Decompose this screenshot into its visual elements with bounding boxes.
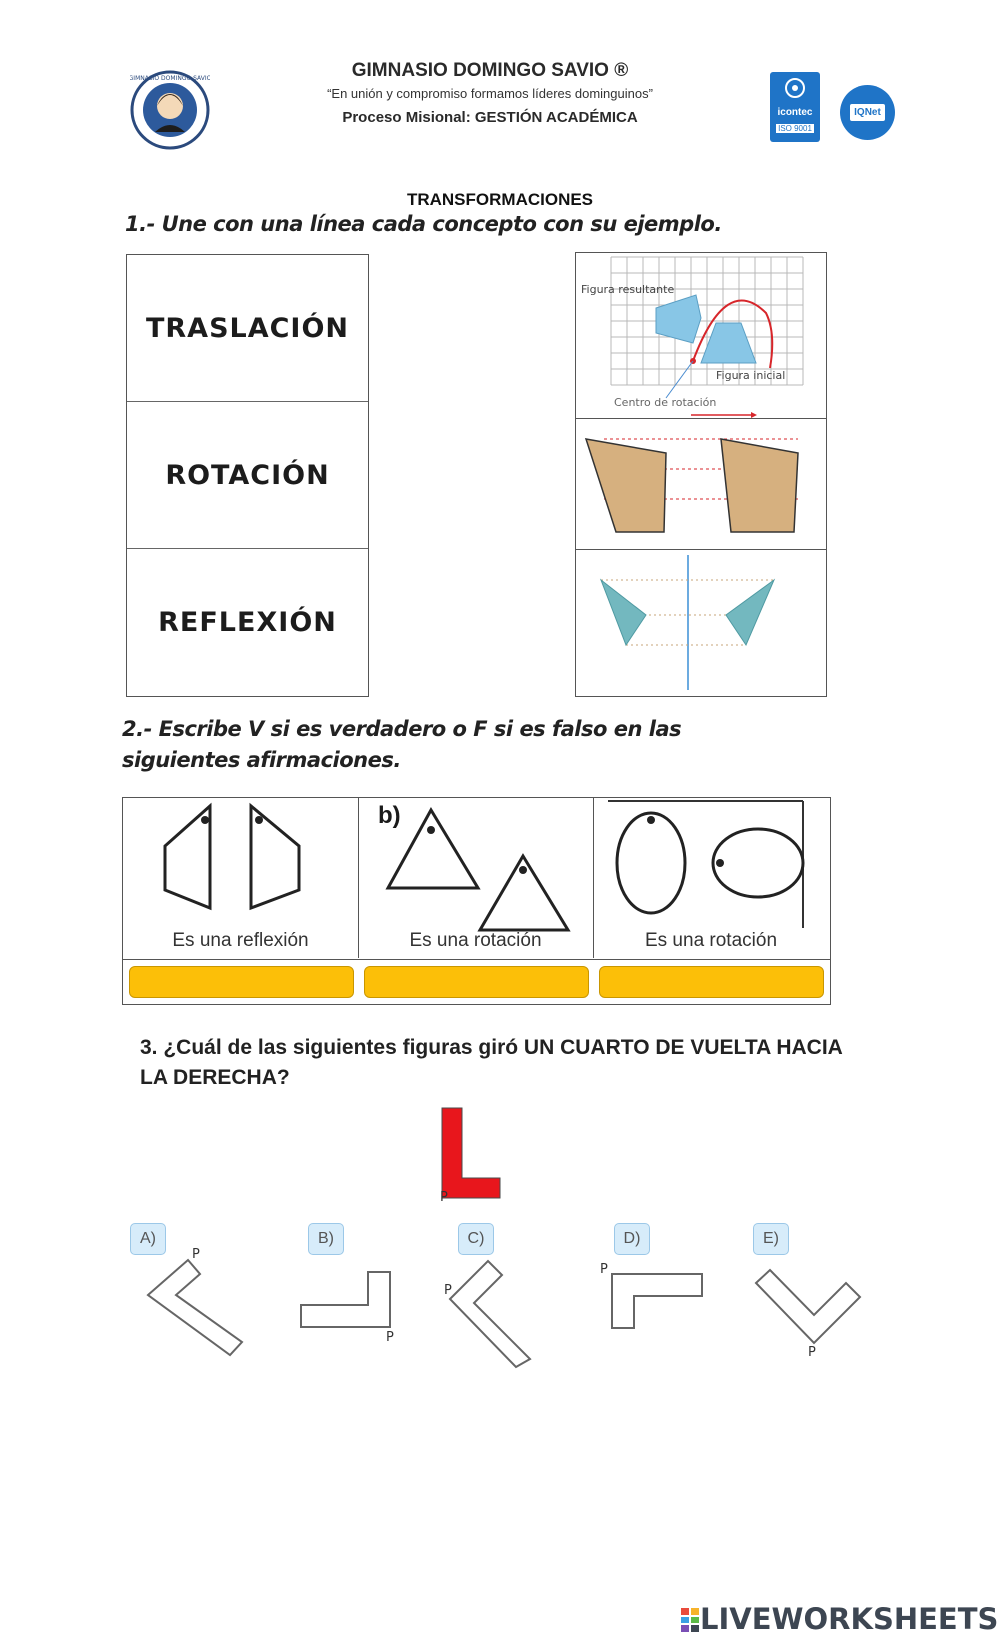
point-label-a: P	[192, 1247, 200, 1262]
option-d-button[interactable]: D)	[614, 1223, 650, 1255]
school-motto: “En unión y compromiso formamos líderes dominguinos”	[327, 86, 653, 101]
option-b-button[interactable]: B)	[308, 1223, 344, 1255]
option-e-shape[interactable]	[752, 1255, 862, 1375]
example-reflection[interactable]	[576, 550, 826, 696]
question-1-prompt: 1.- Une con una línea cada concepto con su ejemplo.	[125, 212, 722, 236]
iqnet-logo	[840, 85, 895, 140]
liveworksheets-brand[interactable]: LIVEWORKSHEETS	[700, 1602, 999, 1636]
example-translation[interactable]	[576, 419, 826, 550]
question-3-prompt: 3. ¿Cuál de las siguientes figuras giró UN CUARTO DE VUELTA HACIA LA DERECHA?	[140, 1036, 843, 1089]
option-a-button[interactable]: A)	[130, 1223, 166, 1255]
rotation-figure-triangles	[358, 798, 593, 933]
concept-rotacion[interactable]: ROTACIÓN	[127, 402, 368, 549]
rotation-figure-eggs	[593, 798, 829, 928]
school-name: GIMNASIO DOMINGO SAVIO ®	[351, 60, 629, 81]
true-false-table	[122, 797, 831, 1005]
example-rotation[interactable]	[576, 253, 826, 419]
point-label-original: P	[440, 1190, 448, 1205]
tf-statement-c: Es una rotación	[644, 930, 778, 951]
option-d-shape[interactable]	[600, 1262, 710, 1342]
certification-icon	[770, 72, 820, 102]
tf-item-a	[123, 798, 359, 958]
concepts-column	[126, 254, 369, 697]
point-label-d: P	[600, 1262, 608, 1277]
label-centro-rotacion: Centro de rotación	[614, 396, 717, 409]
option-c-button[interactable]: C)	[458, 1223, 494, 1255]
school-logo	[130, 70, 210, 150]
tf-item-b	[358, 798, 594, 958]
table-divider	[123, 959, 830, 960]
reflection-figure	[123, 798, 358, 918]
label-figura-resultante: Figura resultante	[581, 283, 675, 296]
option-a-shape[interactable]	[140, 1247, 250, 1360]
concept-reflexion[interactable]: REFLEXIÓN	[158, 607, 337, 638]
original-L-shape	[440, 1106, 520, 1206]
icontec-logo	[770, 72, 820, 142]
answer-input-b[interactable]	[364, 966, 589, 998]
answer-input-a[interactable]	[129, 966, 354, 998]
tf-statement-a: Es una reflexión	[172, 930, 309, 951]
tf-letter-b: b)	[378, 802, 401, 829]
cert1-text: icontec	[777, 107, 813, 118]
tf-statement-b: Es una rotación	[409, 930, 542, 951]
question-2-prompt: 2.- Escribe V si es verdadero o F si es falso en las siguientes afirmaciones.	[122, 717, 682, 772]
option-e-button[interactable]: E)	[753, 1223, 789, 1255]
examples-column	[575, 252, 827, 697]
logo-seal-text: GIMNASIO DOMINGO SAVIO	[130, 75, 210, 82]
point-label-c: P	[444, 1283, 452, 1298]
answer-input-c[interactable]	[599, 966, 824, 998]
liveworksheets-icon	[681, 1608, 699, 1632]
option-c-shape[interactable]	[440, 1255, 540, 1370]
tf-item-c	[593, 798, 829, 958]
cert2-text: IQNet	[850, 104, 885, 121]
point-label-b: P	[386, 1330, 394, 1345]
label-figura-inicial: Figura inicial	[716, 369, 786, 382]
cert1-sub: ISO 9001	[776, 124, 814, 133]
concept-traslacion[interactable]: TRASLACIÓN	[127, 255, 368, 402]
process-title: Proceso Misional: GESTIÓN ACADÉMICA	[342, 109, 638, 126]
worksheet-title: TRANSFORMACIONES	[406, 190, 594, 209]
point-label-e: P	[808, 1345, 816, 1360]
option-b-shape[interactable]	[298, 1270, 408, 1345]
